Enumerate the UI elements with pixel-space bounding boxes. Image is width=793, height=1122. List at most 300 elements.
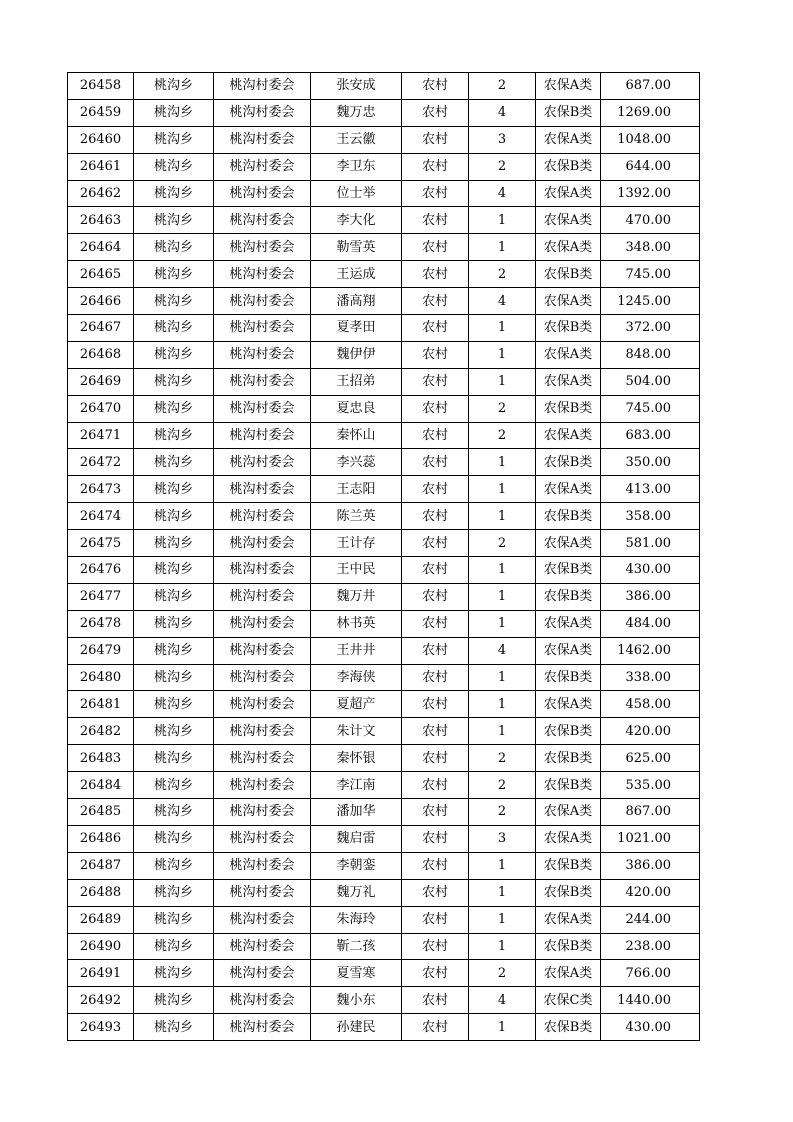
- township-cell: 桃沟乡: [134, 825, 214, 852]
- township-cell: 桃沟乡: [134, 395, 214, 422]
- name-cell: 夏忠良: [311, 395, 402, 422]
- table-row: [68, 126, 700, 153]
- record-id-cell: 26462: [68, 180, 134, 207]
- household-type-cell: 农村: [402, 99, 469, 126]
- record-id-cell: 26463: [68, 207, 134, 234]
- table-row: [68, 180, 700, 207]
- category-cell: 农保A类: [536, 234, 601, 261]
- township-cell: 桃沟乡: [134, 718, 214, 745]
- record-id-cell: 26467: [68, 315, 134, 342]
- village-committee-cell: 桃沟村委会: [214, 772, 311, 799]
- table-row: [68, 610, 700, 637]
- family-size-cell: 1: [469, 718, 536, 745]
- amount-cell: 238.00: [601, 933, 700, 960]
- family-size-cell: 2: [469, 745, 536, 772]
- village-committee-cell: 桃沟村委会: [214, 987, 311, 1014]
- village-committee-cell: 桃沟村委会: [214, 799, 311, 826]
- village-committee-cell: 桃沟村委会: [214, 664, 311, 691]
- record-id-cell: 26459: [68, 99, 134, 126]
- household-type-cell: 农村: [402, 476, 469, 503]
- amount-cell: 581.00: [601, 530, 700, 557]
- township-cell: 桃沟乡: [134, 987, 214, 1014]
- table-row: [68, 799, 700, 826]
- name-cell: 夏超产: [311, 691, 402, 718]
- village-committee-cell: 桃沟村委会: [214, 368, 311, 395]
- category-cell: 农保B类: [536, 99, 601, 126]
- township-cell: 桃沟乡: [134, 745, 214, 772]
- name-cell: 孙建民: [311, 1014, 402, 1041]
- family-size-cell: 4: [469, 180, 536, 207]
- amount-cell: 470.00: [601, 207, 700, 234]
- village-committee-cell: 桃沟村委会: [214, 933, 311, 960]
- village-committee-cell: 桃沟村委会: [214, 476, 311, 503]
- family-size-cell: 2: [469, 422, 536, 449]
- category-cell: 农保B类: [536, 933, 601, 960]
- village-committee-cell: 桃沟村委会: [214, 906, 311, 933]
- township-cell: 桃沟乡: [134, 207, 214, 234]
- record-id-cell: 26470: [68, 395, 134, 422]
- household-type-cell: 农村: [402, 449, 469, 476]
- amount-cell: 683.00: [601, 422, 700, 449]
- township-cell: 桃沟乡: [134, 476, 214, 503]
- household-type-cell: 农村: [402, 852, 469, 879]
- record-id-cell: 26468: [68, 341, 134, 368]
- township-cell: 桃沟乡: [134, 1014, 214, 1041]
- record-id-cell: 26480: [68, 664, 134, 691]
- name-cell: 魏小东: [311, 987, 402, 1014]
- village-committee-cell: 桃沟村委会: [214, 288, 311, 315]
- village-committee-cell: 桃沟村委会: [214, 449, 311, 476]
- category-cell: 农保B类: [536, 503, 601, 530]
- table-row: [68, 395, 700, 422]
- family-size-cell: 1: [469, 691, 536, 718]
- category-cell: 农保B类: [536, 153, 601, 180]
- township-cell: 桃沟乡: [134, 315, 214, 342]
- table-row: [68, 987, 700, 1014]
- category-cell: 农保A类: [536, 691, 601, 718]
- family-size-cell: 1: [469, 933, 536, 960]
- table-row: [68, 503, 700, 530]
- name-cell: 王井井: [311, 637, 402, 664]
- record-id-cell: 26490: [68, 933, 134, 960]
- table-row: [68, 207, 700, 234]
- category-cell: 农保A类: [536, 906, 601, 933]
- village-committee-cell: 桃沟村委会: [214, 718, 311, 745]
- record-id-cell: 26466: [68, 288, 134, 315]
- township-cell: 桃沟乡: [134, 126, 214, 153]
- name-cell: 王志阳: [311, 476, 402, 503]
- village-committee-cell: 桃沟村委会: [214, 234, 311, 261]
- amount-cell: 244.00: [601, 906, 700, 933]
- amount-cell: 386.00: [601, 583, 700, 610]
- record-id-cell: 26473: [68, 476, 134, 503]
- category-cell: 农保B类: [536, 583, 601, 610]
- village-committee-cell: 桃沟村委会: [214, 99, 311, 126]
- table-row: [68, 288, 700, 315]
- amount-cell: 372.00: [601, 315, 700, 342]
- amount-cell: 1021.00: [601, 825, 700, 852]
- name-cell: 李海侠: [311, 664, 402, 691]
- record-id-cell: 26487: [68, 852, 134, 879]
- table-row: [68, 449, 700, 476]
- amount-cell: 484.00: [601, 610, 700, 637]
- township-cell: 桃沟乡: [134, 637, 214, 664]
- name-cell: 魏万井: [311, 583, 402, 610]
- township-cell: 桃沟乡: [134, 799, 214, 826]
- amount-cell: 430.00: [601, 557, 700, 584]
- table-row: [68, 906, 700, 933]
- category-cell: 农保B类: [536, 395, 601, 422]
- village-committee-cell: 桃沟村委会: [214, 73, 311, 100]
- township-cell: 桃沟乡: [134, 610, 214, 637]
- family-size-cell: 4: [469, 288, 536, 315]
- village-committee-cell: 桃沟村委会: [214, 153, 311, 180]
- family-size-cell: 2: [469, 772, 536, 799]
- household-type-cell: 农村: [402, 987, 469, 1014]
- category-cell: 农保A类: [536, 610, 601, 637]
- category-cell: 农保B类: [536, 852, 601, 879]
- table-row: [68, 772, 700, 799]
- township-cell: 桃沟乡: [134, 341, 214, 368]
- household-type-cell: 农村: [402, 288, 469, 315]
- village-committee-cell: 桃沟村委会: [214, 691, 311, 718]
- table-row: [68, 99, 700, 126]
- table-body: [68, 73, 700, 1041]
- township-cell: 桃沟乡: [134, 852, 214, 879]
- village-committee-cell: 桃沟村委会: [214, 126, 311, 153]
- village-committee-cell: 桃沟村委会: [214, 879, 311, 906]
- name-cell: 李卫东: [311, 153, 402, 180]
- name-cell: 张安成: [311, 73, 402, 100]
- category-cell: 农保A类: [536, 180, 601, 207]
- household-type-cell: 农村: [402, 691, 469, 718]
- record-id-cell: 26479: [68, 637, 134, 664]
- category-cell: 农保A类: [536, 799, 601, 826]
- table-row: [68, 234, 700, 261]
- family-size-cell: 2: [469, 395, 536, 422]
- name-cell: 靳二孩: [311, 933, 402, 960]
- category-cell: 农保B类: [536, 315, 601, 342]
- village-committee-cell: 桃沟村委会: [214, 530, 311, 557]
- family-size-cell: 1: [469, 879, 536, 906]
- township-cell: 桃沟乡: [134, 449, 214, 476]
- household-type-cell: 农村: [402, 368, 469, 395]
- amount-cell: 350.00: [601, 449, 700, 476]
- table-row: [68, 1014, 700, 1041]
- category-cell: 农保B类: [536, 557, 601, 584]
- name-cell: 魏万礼: [311, 879, 402, 906]
- name-cell: 勒雪英: [311, 234, 402, 261]
- record-id-cell: 26488: [68, 879, 134, 906]
- name-cell: 秦怀山: [311, 422, 402, 449]
- family-size-cell: 3: [469, 825, 536, 852]
- name-cell: 王运成: [311, 261, 402, 288]
- category-cell: 农保B类: [536, 664, 601, 691]
- township-cell: 桃沟乡: [134, 933, 214, 960]
- household-type-cell: 农村: [402, 395, 469, 422]
- record-id-cell: 26476: [68, 557, 134, 584]
- township-cell: 桃沟乡: [134, 530, 214, 557]
- record-id-cell: 26474: [68, 503, 134, 530]
- household-type-cell: 农村: [402, 234, 469, 261]
- family-size-cell: 4: [469, 637, 536, 664]
- amount-cell: 1440.00: [601, 987, 700, 1014]
- amount-cell: 1269.00: [601, 99, 700, 126]
- amount-cell: 867.00: [601, 799, 700, 826]
- township-cell: 桃沟乡: [134, 557, 214, 584]
- category-cell: 农保A类: [536, 960, 601, 987]
- family-size-cell: 2: [469, 261, 536, 288]
- record-id-cell: 26492: [68, 987, 134, 1014]
- amount-cell: 644.00: [601, 153, 700, 180]
- household-type-cell: 农村: [402, 422, 469, 449]
- township-cell: 桃沟乡: [134, 368, 214, 395]
- household-type-cell: 农村: [402, 1014, 469, 1041]
- table-row: [68, 718, 700, 745]
- village-committee-cell: 桃沟村委会: [214, 637, 311, 664]
- household-type-cell: 农村: [402, 745, 469, 772]
- family-size-cell: 1: [469, 503, 536, 530]
- township-cell: 桃沟乡: [134, 153, 214, 180]
- family-size-cell: 1: [469, 610, 536, 637]
- record-id-cell: 26464: [68, 234, 134, 261]
- table-row: [68, 852, 700, 879]
- table-row: [68, 664, 700, 691]
- table-row: [68, 315, 700, 342]
- name-cell: 李江南: [311, 772, 402, 799]
- category-cell: 农保A类: [536, 73, 601, 100]
- family-size-cell: 2: [469, 153, 536, 180]
- category-cell: 农保A类: [536, 288, 601, 315]
- village-committee-cell: 桃沟村委会: [214, 1014, 311, 1041]
- family-size-cell: 1: [469, 852, 536, 879]
- township-cell: 桃沟乡: [134, 691, 214, 718]
- household-type-cell: 农村: [402, 180, 469, 207]
- table-row: [68, 153, 700, 180]
- household-type-cell: 农村: [402, 530, 469, 557]
- record-id-cell: 26493: [68, 1014, 134, 1041]
- amount-cell: 687.00: [601, 73, 700, 100]
- household-type-cell: 农村: [402, 718, 469, 745]
- village-committee-cell: 桃沟村委会: [214, 825, 311, 852]
- village-committee-cell: 桃沟村委会: [214, 745, 311, 772]
- township-cell: 桃沟乡: [134, 906, 214, 933]
- category-cell: 农保A类: [536, 126, 601, 153]
- category-cell: 农保B类: [536, 772, 601, 799]
- record-id-cell: 26477: [68, 583, 134, 610]
- township-cell: 桃沟乡: [134, 99, 214, 126]
- household-type-cell: 农村: [402, 341, 469, 368]
- household-type-cell: 农村: [402, 207, 469, 234]
- amount-cell: 766.00: [601, 960, 700, 987]
- family-size-cell: 2: [469, 960, 536, 987]
- village-committee-cell: 桃沟村委会: [214, 503, 311, 530]
- family-size-cell: 1: [469, 664, 536, 691]
- category-cell: 农保B类: [536, 745, 601, 772]
- village-committee-cell: 桃沟村委会: [214, 395, 311, 422]
- household-type-cell: 农村: [402, 503, 469, 530]
- family-size-cell: 1: [469, 906, 536, 933]
- name-cell: 王计存: [311, 530, 402, 557]
- category-cell: 农保B类: [536, 261, 601, 288]
- family-size-cell: 2: [469, 530, 536, 557]
- category-cell: 农保A类: [536, 341, 601, 368]
- category-cell: 农保B类: [536, 449, 601, 476]
- name-cell: 林书英: [311, 610, 402, 637]
- amount-cell: 848.00: [601, 341, 700, 368]
- township-cell: 桃沟乡: [134, 180, 214, 207]
- table-row: [68, 341, 700, 368]
- amount-cell: 348.00: [601, 234, 700, 261]
- amount-cell: 413.00: [601, 476, 700, 503]
- name-cell: 潘高翔: [311, 288, 402, 315]
- township-cell: 桃沟乡: [134, 73, 214, 100]
- amount-cell: 420.00: [601, 879, 700, 906]
- name-cell: 王招弟: [311, 368, 402, 395]
- amount-cell: 1392.00: [601, 180, 700, 207]
- village-committee-cell: 桃沟村委会: [214, 207, 311, 234]
- table-row: [68, 825, 700, 852]
- household-type-cell: 农村: [402, 153, 469, 180]
- family-size-cell: 1: [469, 315, 536, 342]
- family-size-cell: 3: [469, 126, 536, 153]
- household-type-cell: 农村: [402, 664, 469, 691]
- household-type-cell: 农村: [402, 315, 469, 342]
- record-id-cell: 26471: [68, 422, 134, 449]
- family-size-cell: 2: [469, 73, 536, 100]
- household-type-cell: 农村: [402, 73, 469, 100]
- record-id-cell: 26486: [68, 825, 134, 852]
- household-type-cell: 农村: [402, 261, 469, 288]
- category-cell: 农保A类: [536, 476, 601, 503]
- village-committee-cell: 桃沟村委会: [214, 852, 311, 879]
- amount-cell: 458.00: [601, 691, 700, 718]
- amount-cell: 1462.00: [601, 637, 700, 664]
- record-id-cell: 26472: [68, 449, 134, 476]
- table-row: [68, 583, 700, 610]
- amount-cell: 745.00: [601, 395, 700, 422]
- name-cell: 潘加华: [311, 799, 402, 826]
- family-size-cell: 1: [469, 476, 536, 503]
- record-id-cell: 26482: [68, 718, 134, 745]
- record-id-cell: 26465: [68, 261, 134, 288]
- household-type-cell: 农村: [402, 960, 469, 987]
- village-committee-cell: 桃沟村委会: [214, 960, 311, 987]
- village-committee-cell: 桃沟村委会: [214, 422, 311, 449]
- record-id-cell: 26460: [68, 126, 134, 153]
- amount-cell: 625.00: [601, 745, 700, 772]
- category-cell: 农保B类: [536, 718, 601, 745]
- record-id-cell: 26469: [68, 368, 134, 395]
- table-row: [68, 933, 700, 960]
- family-size-cell: 1: [469, 234, 536, 261]
- household-type-cell: 农村: [402, 772, 469, 799]
- record-id-cell: 26475: [68, 530, 134, 557]
- category-cell: 农保A类: [536, 637, 601, 664]
- family-size-cell: 1: [469, 449, 536, 476]
- household-type-cell: 农村: [402, 610, 469, 637]
- name-cell: 王云徽: [311, 126, 402, 153]
- record-id-cell: 26489: [68, 906, 134, 933]
- household-type-cell: 农村: [402, 933, 469, 960]
- table-row: [68, 637, 700, 664]
- family-size-cell: 1: [469, 207, 536, 234]
- village-committee-cell: 桃沟村委会: [214, 557, 311, 584]
- amount-cell: 386.00: [601, 852, 700, 879]
- family-size-cell: 1: [469, 583, 536, 610]
- name-cell: 魏伊伊: [311, 341, 402, 368]
- name-cell: 魏万忠: [311, 99, 402, 126]
- table-row: [68, 960, 700, 987]
- name-cell: 陈兰英: [311, 503, 402, 530]
- name-cell: 夏孝田: [311, 315, 402, 342]
- village-committee-cell: 桃沟村委会: [214, 610, 311, 637]
- village-committee-cell: 桃沟村委会: [214, 583, 311, 610]
- category-cell: 农保A类: [536, 422, 601, 449]
- family-size-cell: 1: [469, 1014, 536, 1041]
- household-type-cell: 农村: [402, 557, 469, 584]
- amount-cell: 338.00: [601, 664, 700, 691]
- township-cell: 桃沟乡: [134, 503, 214, 530]
- table-row: [68, 73, 700, 100]
- household-type-cell: 农村: [402, 879, 469, 906]
- household-type-cell: 农村: [402, 583, 469, 610]
- village-committee-cell: 桃沟村委会: [214, 341, 311, 368]
- table-row: [68, 879, 700, 906]
- village-committee-cell: 桃沟村委会: [214, 180, 311, 207]
- category-cell: 农保C类: [536, 987, 601, 1014]
- township-cell: 桃沟乡: [134, 234, 214, 261]
- family-size-cell: 1: [469, 368, 536, 395]
- table-row: [68, 476, 700, 503]
- data-table: [67, 72, 700, 1041]
- record-id-cell: 26461: [68, 153, 134, 180]
- amount-cell: 430.00: [601, 1014, 700, 1041]
- amount-cell: 1048.00: [601, 126, 700, 153]
- name-cell: 夏雪寒: [311, 960, 402, 987]
- township-cell: 桃沟乡: [134, 879, 214, 906]
- township-cell: 桃沟乡: [134, 960, 214, 987]
- household-type-cell: 农村: [402, 637, 469, 664]
- record-id-cell: 26484: [68, 772, 134, 799]
- category-cell: 农保A类: [536, 530, 601, 557]
- table-row: [68, 745, 700, 772]
- family-size-cell: 2: [469, 799, 536, 826]
- household-type-cell: 农村: [402, 825, 469, 852]
- table-row: [68, 530, 700, 557]
- township-cell: 桃沟乡: [134, 583, 214, 610]
- family-size-cell: 1: [469, 557, 536, 584]
- amount-cell: 745.00: [601, 261, 700, 288]
- amount-cell: 535.00: [601, 772, 700, 799]
- household-type-cell: 农村: [402, 906, 469, 933]
- family-size-cell: 4: [469, 99, 536, 126]
- family-size-cell: 4: [469, 987, 536, 1014]
- township-cell: 桃沟乡: [134, 772, 214, 799]
- name-cell: 朱海玲: [311, 906, 402, 933]
- name-cell: 秦怀银: [311, 745, 402, 772]
- table-row: [68, 691, 700, 718]
- name-cell: 魏启雷: [311, 825, 402, 852]
- household-type-cell: 农村: [402, 126, 469, 153]
- name-cell: 王中民: [311, 557, 402, 584]
- category-cell: 农保A类: [536, 825, 601, 852]
- name-cell: 李朝銮: [311, 852, 402, 879]
- table-row: [68, 557, 700, 584]
- village-committee-cell: 桃沟村委会: [214, 315, 311, 342]
- amount-cell: 420.00: [601, 718, 700, 745]
- family-size-cell: 1: [469, 341, 536, 368]
